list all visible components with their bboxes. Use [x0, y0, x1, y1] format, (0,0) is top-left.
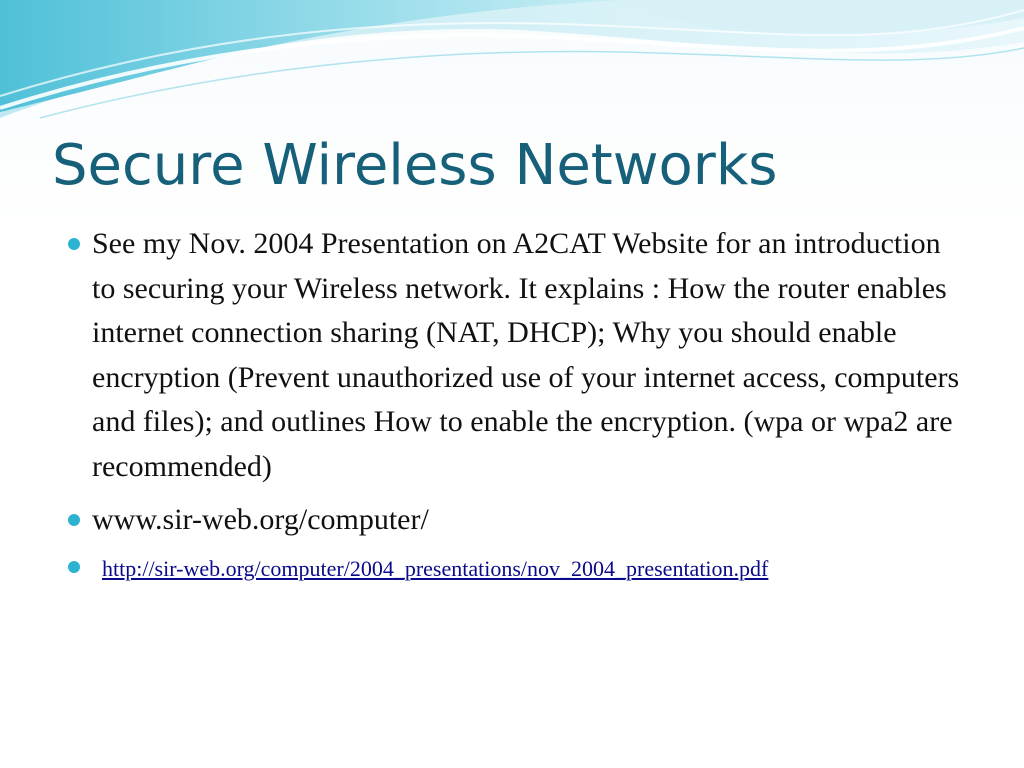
bullet-icon	[68, 561, 80, 573]
bullet-item-presentation-summary	[62, 222, 962, 489]
bullet-text: See my Nov. 2004 Presentation on A2CAT Website for an introduction to securing your Wireless network. It explains : How the router enables internet connection sharing (NAT, DHCP); Why you should enable encryption (Prevent unauthorized use of your internet access, computers and files); and outlines How to enable the encryption. (wpa or wpa2 are recommended)	[92, 227, 960, 483]
bullet-item-website	[62, 498, 962, 542]
bullet-text: www.sir-web.org/computer/	[92, 503, 429, 536]
bullet-item-pdf-link	[62, 551, 962, 587]
bullet-list	[62, 222, 962, 587]
presentation-pdf-link[interactable]: http://sir-web.org/computer/2004_presentations/nov_2004_presentation.pdf	[102, 556, 769, 581]
slide-title: Secure Wireless Networks	[52, 133, 778, 198]
header-wave-decoration	[0, 0, 1024, 130]
bullet-icon	[68, 238, 80, 250]
bullet-icon	[68, 514, 80, 526]
